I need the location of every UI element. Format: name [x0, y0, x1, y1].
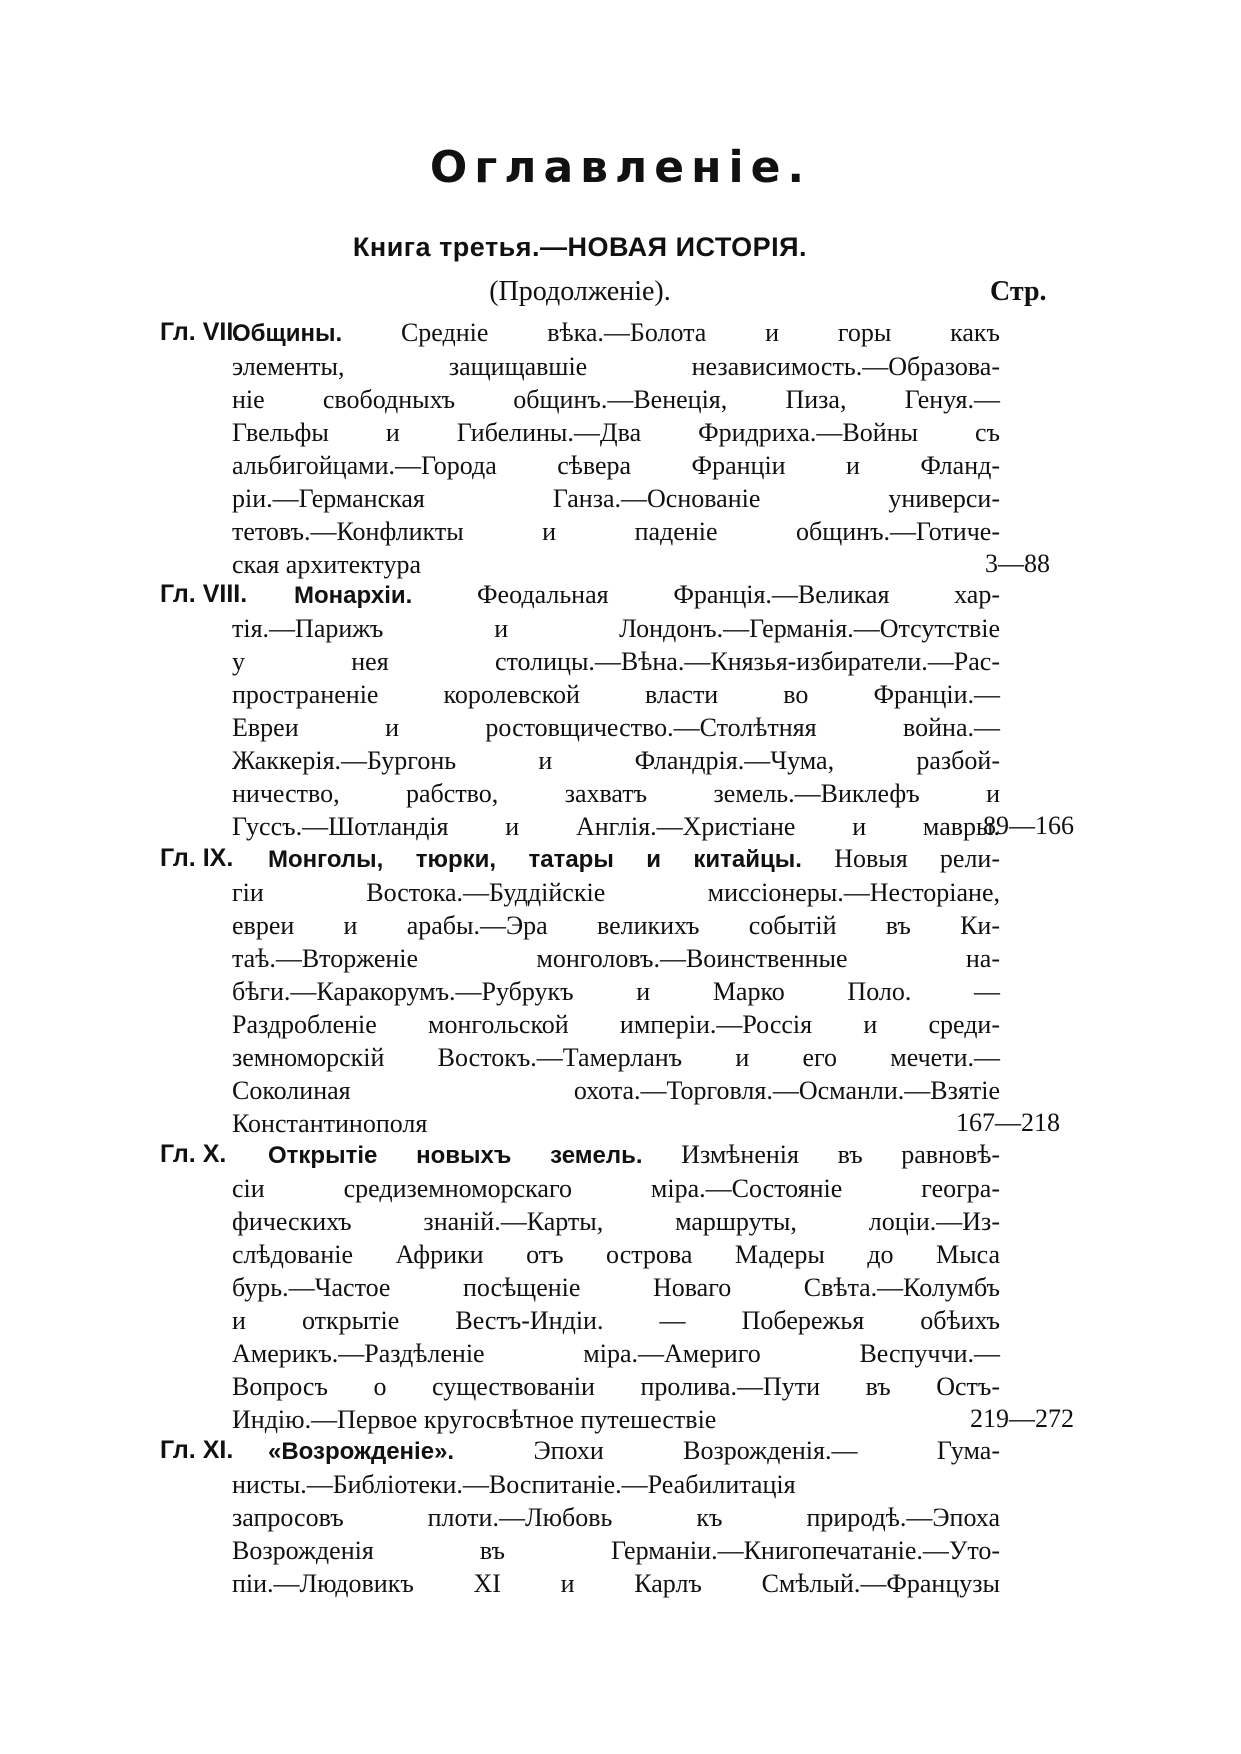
chapter-heading: Открытіе новыхъ земель. — [268, 1142, 643, 1169]
chapter-text-line: бѣги.—Каракорумъ.—Рубрукъ и Марко Поло. — — [232, 977, 1000, 1006]
chapter-text-line: Америкъ.—Раздѣленіе міра.—Америго Веспуччи.— — [232, 1339, 1000, 1368]
chapter-description — [232, 316, 1000, 581]
chapter-text-line: ніе свободныхъ общинъ.—Венеція, Пиза, Генуя.— — [232, 385, 1000, 414]
chapter-text-line: тія.—Парижъ и Лондонъ.—Германія.—Отсутствіе — [232, 614, 1000, 643]
book-title: Книга третья.—НОВАЯ ИСТОРІЯ. — [352, 232, 808, 262]
chapter-label: Гл. VIII. — [160, 580, 248, 608]
chapter-text-fragment: Новыя рели- — [834, 844, 1000, 873]
chapter-text-line: у нея столицы.—Вѣна.—Князья-избиратели.—Рас- — [232, 647, 1000, 676]
chapter-page-range: 89—166 — [983, 811, 1074, 840]
chapter-text-line: ріи.—Германская Ганза.—Основаніе универси- — [232, 484, 1000, 513]
chapter-description — [232, 1434, 1000, 1600]
chapter-page-range: 219—272 — [970, 1404, 1074, 1433]
chapter-text-line: фическихъ знаній.—Карты, маршруты, лоціи.—Из- — [232, 1207, 1000, 1236]
chapter-heading: «Возрожденіе». — [268, 1438, 455, 1465]
chapter-text-line — [232, 842, 1000, 876]
chapter-text-line: Соколиная охота.—Торговля.—Османли.—Взятіе — [232, 1076, 1000, 1105]
chapter-text-line: сіи средиземноморскаго міра.—Состояніе геогра- — [232, 1174, 1000, 1203]
chapter-label: Гл. IX. — [160, 844, 234, 872]
chapter-text-line: элементы, защищавшіе независимость.—Образова- — [232, 352, 1000, 381]
chapter-text-fragment: Феодальная Франція.—Великая хар- — [477, 580, 1001, 609]
chapter-page-range: 3—88 — [985, 549, 1050, 578]
chapter-label: Гл. XI. — [160, 1436, 234, 1464]
chapter-text-fragment: Средніе вѣка.—Болота и горы какъ — [400, 318, 1001, 347]
chapter-description — [232, 842, 1000, 1140]
chapter-text-line: тетовъ.—Конфликты и паденіе общинъ.—Готиче- — [232, 517, 1000, 546]
chapter-text-line: евреи и арабы.—Эра великихъ событій въ Ки- — [232, 911, 1000, 940]
chapter-text-line: альбигойцами.—Города сѣвера Франціи и Фланд- — [232, 451, 1000, 480]
chapter-text-line: ничество, рабство, захватъ земель.—Виклефъ и — [232, 779, 1000, 808]
chapter-text-line: нисты.—Библіотеки.—Воспитаніе.—Реабилитація — [232, 1470, 796, 1499]
chapter-heading: Общины. — [232, 320, 343, 347]
chapter-text-line: Гвельфы и Гибелины.—Два Фридриха.—Войны съ — [232, 418, 1000, 447]
chapter-text-line: ская архитектура — [232, 550, 421, 579]
chapter-text-fragment: Измѣненія въ равновѣ- — [681, 1140, 1001, 1169]
chapter-text-line: Евреи и ростовщичество.—Столѣтняя война.— — [232, 713, 1000, 742]
page-title: Оглавленіе. — [429, 142, 812, 193]
chapter-text-line: Константинополя — [232, 1109, 428, 1138]
chapter-text-line: слѣдованіе Африки отъ острова Мадеры до Мыса — [232, 1240, 1000, 1269]
chapter-description — [232, 1138, 1000, 1436]
chapter-text-line: Раздробленіе монгольской имперіи.—Россія и среди- — [232, 1010, 1000, 1039]
chapter-text-line: гіи Востока.—Буддійскіе миссіонеры.—Несторіане, — [232, 878, 1000, 907]
chapter-text-line: таѣ.—Вторженіе монголовъ.—Воинственные на- — [232, 944, 1000, 973]
chapter-text-line: Вопросъ о существованіи пролива.—Пути въ Остъ- — [232, 1372, 1000, 1401]
chapter-text-line: Индію.—Первое кругосвѣтное путешествіе — [232, 1405, 717, 1434]
chapter-text-line: бурь.—Частое посѣщеніе Новаго Свѣта.—Колумбъ — [232, 1273, 1000, 1302]
chapter-text-fragment: Эпохи Возрожденія.— Гума- — [533, 1436, 1001, 1465]
chapter-label: Гл. X. — [160, 1140, 227, 1168]
chapter-label: Гл. VII. — [160, 318, 241, 346]
chapter-text-line: Гуссъ.—Шотландія и Англія.—Христіане и мавры. — [232, 812, 1000, 841]
chapter-text-line: земноморскій Востокъ.—Тамерланъ и его мечети.— — [232, 1043, 1000, 1072]
chapter-description — [232, 578, 1000, 843]
chapter-text-line: Возрожденія въ Германіи.—Книгопечатаніе.—Уто- — [232, 1536, 1000, 1565]
chapter-text-line: и открытіе Вестъ-Индіи. — Побережья обѣихъ — [232, 1306, 1000, 1335]
chapter-text-line — [232, 1434, 1000, 1468]
pages-column-header: Стр. — [990, 276, 1047, 307]
chapter-text-line: запросовъ плоти.—Любовь къ природѣ.—Эпоха — [232, 1503, 1000, 1532]
chapter-heading: Монархіи. — [294, 582, 413, 609]
chapter-text-line: піи.—Людовикъ XI и Карлъ Смѣлый.—Французы — [232, 1569, 1000, 1598]
chapter-text-line — [232, 316, 1000, 350]
chapter-heading: Монголы, тюрки, татары и китайцы. — [268, 846, 802, 873]
chapter-text-line: пространеніе королевской власти во Франціи.— — [232, 680, 1000, 709]
chapter-text-line: Жаккерія.—Бургонь и Фландрія.—Чума, разбой- — [232, 746, 1000, 775]
chapter-text-line — [232, 1138, 1000, 1172]
chapter-page-range: 167—218 — [956, 1108, 1060, 1137]
chapter-text-line — [232, 578, 1000, 612]
book-subtitle: (Продолженіе). — [489, 276, 671, 307]
